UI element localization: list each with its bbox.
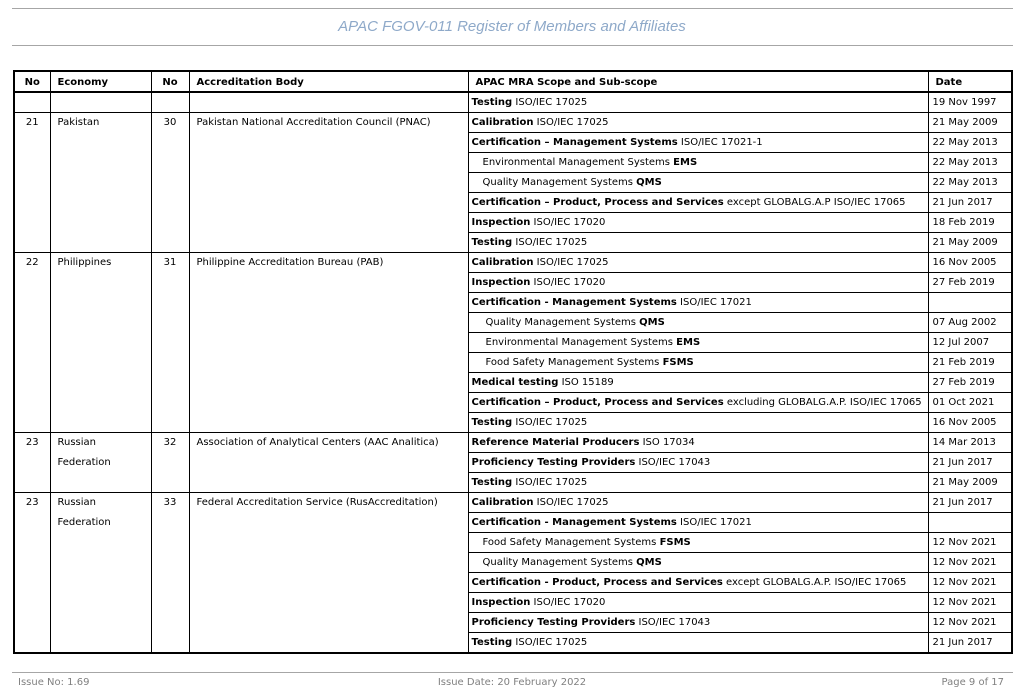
table-row: [14, 353, 1012, 373]
header-rule-top: [12, 8, 1013, 9]
economy-cell: Philippines: [50, 253, 151, 273]
accreditation-body-cell: [189, 92, 468, 113]
table-row: [14, 273, 1012, 293]
member-number-cell: [151, 193, 189, 213]
date-cell: 21 May 2009: [928, 473, 1012, 493]
date-cell: 01 Oct 2021: [928, 393, 1012, 413]
accreditation-body-cell: [189, 613, 468, 633]
economy-number-cell: [14, 533, 50, 553]
member-number-cell: [151, 173, 189, 193]
member-number-cell: [151, 373, 189, 393]
member-number-cell: [151, 313, 189, 333]
economy-cell: Pakistan: [50, 113, 151, 133]
table-row: [14, 533, 1012, 553]
scope-cell: Proficiency Testing Providers ISO/IEC 17043: [468, 613, 928, 633]
date-cell: 16 Nov 2005: [928, 413, 1012, 433]
economy-cell: [50, 373, 151, 393]
date-cell: 21 May 2009: [928, 113, 1012, 133]
date-cell: [928, 513, 1012, 533]
table-row: [14, 373, 1012, 393]
accreditation-body-cell: [189, 633, 468, 654]
register-body: [14, 92, 1012, 653]
economy-cell: [50, 613, 151, 633]
accreditation-body-cell: [189, 393, 468, 413]
date-cell: 27 Feb 2019: [928, 373, 1012, 393]
economy-cell: Russian: [50, 493, 151, 513]
economy-cell: [50, 233, 151, 253]
header-scope: APAC MRA Scope and Sub-scope: [468, 71, 928, 92]
accreditation-body-cell: [189, 413, 468, 433]
scope-cell: Calibration ISO/IEC 17025: [468, 493, 928, 513]
economy-number-cell: [14, 393, 50, 413]
table-row: [14, 473, 1012, 493]
member-number-cell: [151, 153, 189, 173]
member-number-cell: [151, 353, 189, 373]
scope-cell: Environmental Management Systems EMS: [468, 333, 928, 353]
member-number-cell: 33: [151, 493, 189, 513]
table-row: [14, 553, 1012, 573]
economy-cell: Federation: [50, 513, 151, 533]
economy-cell: [50, 413, 151, 433]
accreditation-body-cell: Federal Accreditation Service (RusAccreditation): [189, 493, 468, 513]
date-cell: 27 Feb 2019: [928, 273, 1012, 293]
scope-cell: Certification - Product, Process and Services except GLOBALG.A.P. ISO/IEC 17065: [468, 573, 928, 593]
accreditation-body-cell: Association of Analytical Centers (AAC Analitica): [189, 433, 468, 453]
member-number-cell: 30: [151, 113, 189, 133]
economy-cell: [50, 533, 151, 553]
economy-number-cell: [14, 553, 50, 573]
economy-cell: [50, 213, 151, 233]
header-no-2: No: [151, 71, 189, 92]
table-row: [14, 233, 1012, 253]
scope-cell: Food Safety Management Systems FSMS: [468, 533, 928, 553]
economy-number-cell: [14, 613, 50, 633]
scope-cell: Testing ISO/IEC 17025: [468, 473, 928, 493]
scope-cell: Certification – Product, Process and Services excluding GLOBALG.A.P. ISO/IEC 17065: [468, 393, 928, 413]
table-row: [14, 433, 1012, 453]
scope-cell: Environmental Management Systems EMS: [468, 153, 928, 173]
economy-cell: [50, 273, 151, 293]
economy-number-cell: 21: [14, 113, 50, 133]
header-accreditation-body: Accreditation Body: [189, 71, 468, 92]
scope-cell: Inspection ISO/IEC 17020: [468, 273, 928, 293]
date-cell: 21 Jun 2017: [928, 493, 1012, 513]
economy-cell: [50, 633, 151, 654]
economy-cell: [50, 173, 151, 193]
economy-number-cell: [14, 293, 50, 313]
date-cell: 12 Nov 2021: [928, 533, 1012, 553]
issue-number: Issue No: 1.69: [18, 677, 90, 688]
issue-date: Issue Date: 20 February 2022: [437, 677, 587, 688]
date-cell: 18 Feb 2019: [928, 213, 1012, 233]
economy-cell: Russian: [50, 433, 151, 453]
accreditation-body-cell: [189, 373, 468, 393]
scope-cell: Calibration ISO/IEC 17025: [468, 253, 928, 273]
table-row: [14, 573, 1012, 593]
scope-cell: Certification - Management Systems ISO/IEC 17021: [468, 293, 928, 313]
member-number-cell: [151, 333, 189, 353]
table-row: [14, 293, 1012, 313]
scope-cell: Testing ISO/IEC 17025: [468, 92, 928, 113]
table-row: [14, 413, 1012, 433]
economy-cell: [50, 193, 151, 213]
member-number-cell: [151, 513, 189, 533]
accreditation-body-cell: [189, 353, 468, 373]
table-header-row: [14, 71, 1012, 92]
economy-number-cell: 23: [14, 433, 50, 453]
accreditation-body-cell: [189, 193, 468, 213]
scope-cell: Quality Management Systems QMS: [468, 313, 928, 333]
date-cell: [928, 293, 1012, 313]
economy-cell: [50, 573, 151, 593]
member-number-cell: [151, 273, 189, 293]
date-cell: 21 Jun 2017: [928, 193, 1012, 213]
date-cell: 21 May 2009: [928, 233, 1012, 253]
economy-number-cell: [14, 573, 50, 593]
date-cell: 12 Nov 2021: [928, 573, 1012, 593]
member-number-cell: [151, 613, 189, 633]
scope-cell: Reference Material Producers ISO 17034: [468, 433, 928, 453]
member-number-cell: [151, 453, 189, 473]
member-number-cell: [151, 573, 189, 593]
economy-number-cell: [14, 313, 50, 333]
table-row: [14, 193, 1012, 213]
register-table: [13, 70, 1013, 654]
accreditation-body-cell: [189, 313, 468, 333]
accreditation-body-cell: [189, 213, 468, 233]
table-row: [14, 393, 1012, 413]
accreditation-body-cell: [189, 133, 468, 153]
economy-number-cell: [14, 633, 50, 654]
table-row: [14, 493, 1012, 513]
accreditation-body-cell: [189, 153, 468, 173]
scope-cell: Testing ISO/IEC 17025: [468, 233, 928, 253]
accreditation-body-cell: Pakistan National Accreditation Council (PNAC): [189, 113, 468, 133]
economy-number-cell: [14, 333, 50, 353]
member-number-cell: [151, 593, 189, 613]
scope-cell: Proficiency Testing Providers ISO/IEC 17043: [468, 453, 928, 473]
table-row: [14, 173, 1012, 193]
economy-cell: [50, 133, 151, 153]
economy-cell: [50, 293, 151, 313]
table-row: [14, 613, 1012, 633]
economy-number-cell: [14, 273, 50, 293]
date-cell: 14 Mar 2013: [928, 433, 1012, 453]
date-cell: 22 May 2013: [928, 133, 1012, 153]
footer-rule: [12, 672, 1013, 673]
table-row: [14, 213, 1012, 233]
member-number-cell: [151, 233, 189, 253]
scope-cell: Testing ISO/IEC 17025: [468, 633, 928, 654]
table-row: [14, 593, 1012, 613]
member-number-cell: [151, 393, 189, 413]
scope-cell: Certification – Management Systems ISO/IEC 17021-1: [468, 133, 928, 153]
scope-cell: Calibration ISO/IEC 17025: [468, 113, 928, 133]
economy-cell: [50, 393, 151, 413]
date-cell: 16 Nov 2005: [928, 253, 1012, 273]
economy-number-cell: [14, 353, 50, 373]
date-cell: 07 Aug 2002: [928, 313, 1012, 333]
economy-number-cell: [14, 193, 50, 213]
date-cell: 12 Nov 2021: [928, 593, 1012, 613]
header-date: Date: [928, 71, 1012, 92]
accreditation-body-cell: [189, 293, 468, 313]
economy-number-cell: [14, 92, 50, 113]
date-cell: 21 Jun 2017: [928, 453, 1012, 473]
member-number-cell: 32: [151, 433, 189, 453]
economy-cell: [50, 92, 151, 113]
member-number-cell: [151, 413, 189, 433]
economy-number-cell: 23: [14, 493, 50, 513]
date-cell: 22 May 2013: [928, 173, 1012, 193]
date-cell: 12 Jul 2007: [928, 333, 1012, 353]
table-row: [14, 333, 1012, 353]
economy-number-cell: [14, 133, 50, 153]
header-rule-bottom: [12, 45, 1013, 46]
economy-cell: [50, 473, 151, 493]
economy-number-cell: [14, 173, 50, 193]
economy-number-cell: [14, 593, 50, 613]
accreditation-body-cell: [189, 273, 468, 293]
table-row: [14, 313, 1012, 333]
scope-cell: Inspection ISO/IEC 17020: [468, 213, 928, 233]
economy-number-cell: [14, 473, 50, 493]
scope-cell: Quality Management Systems QMS: [468, 173, 928, 193]
member-number-cell: [151, 92, 189, 113]
scope-cell: Certification – Product, Process and Services except GLOBALG.A.P ISO/IEC 17065: [468, 193, 928, 213]
date-cell: 19 Nov 1997: [928, 92, 1012, 113]
table-row: [14, 92, 1012, 113]
table-row: [14, 453, 1012, 473]
economy-cell: [50, 593, 151, 613]
economy-cell: [50, 153, 151, 173]
economy-cell: [50, 313, 151, 333]
member-number-cell: [151, 633, 189, 654]
date-cell: 21 Jun 2017: [928, 633, 1012, 654]
accreditation-body-cell: [189, 533, 468, 553]
economy-number-cell: [14, 213, 50, 233]
economy-cell: [50, 353, 151, 373]
date-cell: 21 Feb 2019: [928, 353, 1012, 373]
accreditation-body-cell: [189, 513, 468, 533]
accreditation-body-cell: [189, 333, 468, 353]
economy-cell: [50, 333, 151, 353]
page-number: Page 9 of 17: [941, 677, 1004, 688]
scope-cell: Medical testing ISO 15189: [468, 373, 928, 393]
table-row: [14, 633, 1012, 654]
member-number-cell: [151, 213, 189, 233]
economy-number-cell: [14, 413, 50, 433]
scope-cell: Food Safety Management Systems FSMS: [468, 353, 928, 373]
member-number-cell: [151, 133, 189, 153]
member-number-cell: [151, 533, 189, 553]
accreditation-body-cell: [189, 593, 468, 613]
scope-cell: Quality Management Systems QMS: [468, 553, 928, 573]
accreditation-body-cell: [189, 573, 468, 593]
accreditation-body-cell: [189, 473, 468, 493]
date-cell: 12 Nov 2021: [928, 613, 1012, 633]
economy-cell: Federation: [50, 453, 151, 473]
table-row: [14, 253, 1012, 273]
scope-cell: Certification - Management Systems ISO/IEC 17021: [468, 513, 928, 533]
member-number-cell: [151, 553, 189, 573]
accreditation-body-cell: Philippine Accreditation Bureau (PAB): [189, 253, 468, 273]
accreditation-body-cell: [189, 173, 468, 193]
accreditation-body-cell: [189, 553, 468, 573]
economy-number-cell: [14, 153, 50, 173]
accreditation-body-cell: [189, 453, 468, 473]
table-row: [14, 153, 1012, 173]
header-no: No: [14, 71, 50, 92]
economy-number-cell: [14, 233, 50, 253]
economy-cell: [50, 553, 151, 573]
date-cell: 22 May 2013: [928, 153, 1012, 173]
scope-cell: Inspection ISO/IEC 17020: [468, 593, 928, 613]
member-number-cell: 31: [151, 253, 189, 273]
economy-number-cell: [14, 453, 50, 473]
document-title: APAC FGOV-011 Register of Members and Affiliates: [338, 18, 686, 35]
table-row: [14, 133, 1012, 153]
member-number-cell: [151, 473, 189, 493]
accreditation-body-cell: [189, 233, 468, 253]
table-row: [14, 513, 1012, 533]
scope-cell: Testing ISO/IEC 17025: [468, 413, 928, 433]
economy-number-cell: [14, 513, 50, 533]
date-cell: 12 Nov 2021: [928, 553, 1012, 573]
member-number-cell: [151, 293, 189, 313]
header-economy: Economy: [50, 71, 151, 92]
table-row: [14, 113, 1012, 133]
economy-number-cell: 22: [14, 253, 50, 273]
economy-number-cell: [14, 373, 50, 393]
